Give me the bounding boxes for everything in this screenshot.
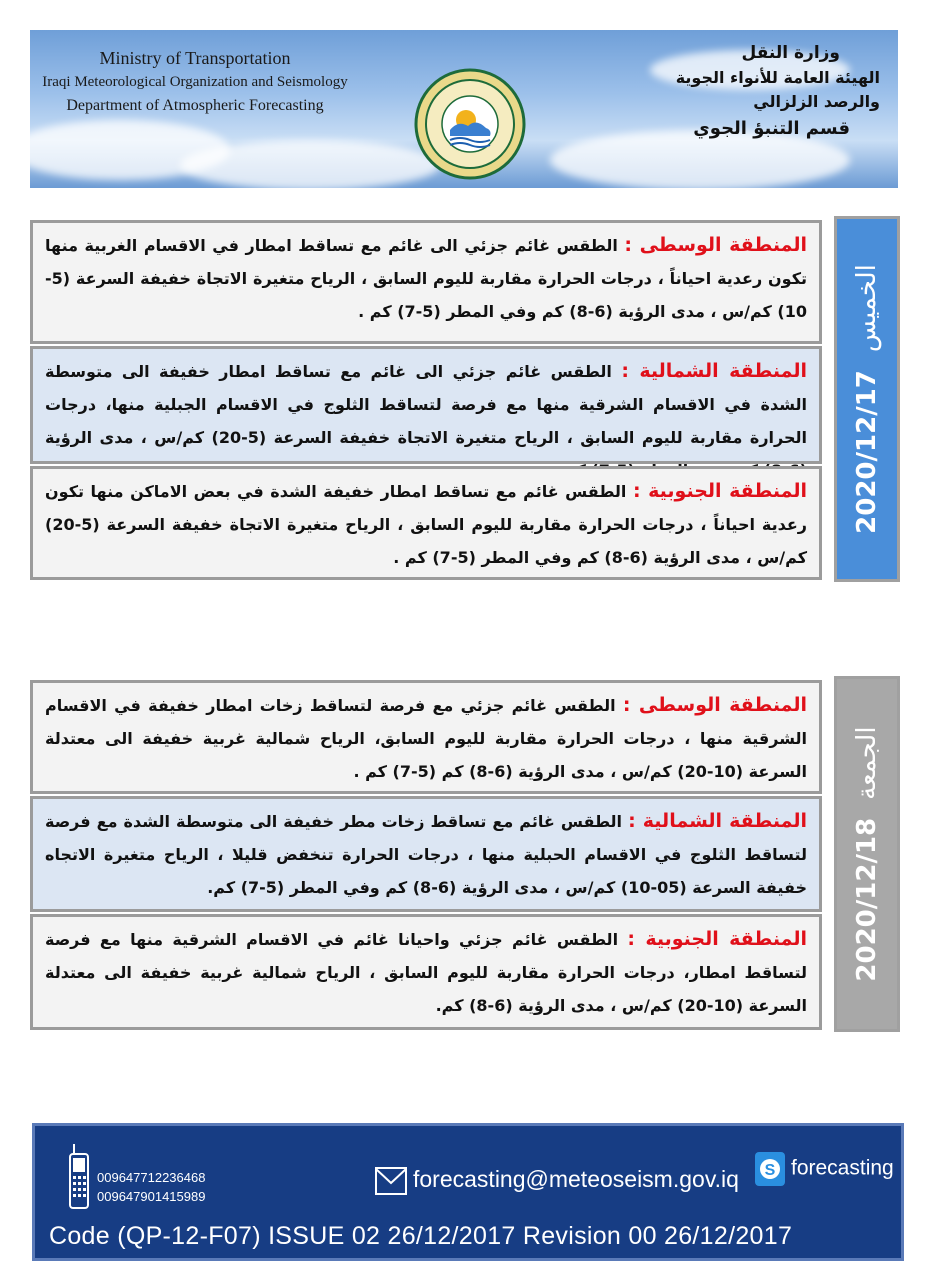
date-panel <box>834 216 900 582</box>
svg-text:S: S <box>764 1162 776 1179</box>
footer <box>32 1123 904 1261</box>
department-name-en: Department of Atmospheric Forecasting <box>66 97 324 114</box>
forecast-day-2 <box>30 676 900 1032</box>
phone-number-1[interactable]: 009647712236468 <box>97 1170 206 1185</box>
phone-number-2[interactable]: 009647901415989 <box>97 1189 206 1204</box>
region-central <box>30 220 822 344</box>
region-label: المنطقة الوسطى : <box>624 234 807 256</box>
weekday: الجمعة <box>852 726 882 800</box>
date-label <box>852 264 882 534</box>
ministry-name-ar: وزارة النقل <box>741 43 840 63</box>
email-address[interactable]: forecasting@meteoseism.gov.iq <box>413 1166 739 1192</box>
region-forecast-text: الطقس غائم مع تساقط امطار خفيفة الشدة في بعض الاماكن منها تكون رعدية احياناً ، درجات الحرارة مقاربة لليوم السابق ، الرياح متغيرة الاتجاة خفيفة السرعة (5-20) كم/س ، مدى الرؤية (6-8) كم وفي المطر (5-7) كم . <box>45 482 807 567</box>
region-central <box>30 680 822 794</box>
email-contact[interactable] <box>375 1166 739 1195</box>
header-arabic <box>620 40 880 144</box>
organization-name-ar: الهيئة العامة للأنواء الجوية والرصد الزلزالي <box>675 68 880 111</box>
region-forecast-text: الطقس غائم جزئي واحيانا غائم في الاقسام الشرقية منها مع فرصة لتساقط امطار، درجات الحرارة مقاربة لليوم السابق ، الرياح شمالية غربية خفيفة الى معتدلة السرعة (10-20) كم/س ، مدى الرؤية (6-8) كم. <box>45 930 807 1015</box>
region-label: المنطقة الوسطى : <box>622 694 807 716</box>
date-label <box>852 726 882 981</box>
date: 2020/12/18 <box>852 817 882 982</box>
header-banner <box>30 30 898 188</box>
region-forecast-text: الطقس غائم مع تساقط زخات مطر خفيفة الى متوسطة الشدة مع فرصة لتساقط الثلوج في الاقسام الحبلية منها ، درجات الحرارة تنخفض قليلا ، الرياح متغيرة الاتجاه خفيفة السرعة (05-10) كم/س ، مدى الرؤية (6-8) كم وفي المطر (5-7) كم. <box>45 812 807 897</box>
skype-icon <box>755 1152 785 1186</box>
region-forecast-text: الطقس غائم جزئي الى غائم مع تساقط امطار خفيفة الى متوسطة الشدة في الاقسام الشرقية منها مع فرصة لتساقط الثلوج في الاقسام الجبلية منها، درجات الحرارة مقاربة لليوم السابق ، الرياح متغيرة الاتجاة خفيفة السرعة (5-20) كم/س ، مدى الرؤية <box>45 362 808 447</box>
region-north <box>30 346 822 464</box>
mobile-phone-icon <box>69 1144 89 1210</box>
skype-name[interactable]: forecasting <box>791 1156 894 1180</box>
region-north <box>30 796 822 912</box>
document-code: Code (QP-12-F07) ISSUE 02 26/12/2017 Revision 00 26/12/2017 <box>49 1222 793 1250</box>
organization-name-en: Iraqi Meteorological Organization and Seismology <box>42 74 348 90</box>
phone-numbers <box>97 1168 205 1206</box>
weekday: الخميس <box>852 264 882 353</box>
region-forecast-text: الطقس غائم جزئي مع فرصة لتساقط زخات امطار خفيفة في الاقسام الشرقية منها ، درجات الحرارة مقاربة لليوم السابق، الرياح شمالية غربية خفيفة الى معتدلة السرعة (10-20) كم/س ، مدى الرؤية (6-8) كم (5-7) كم . <box>45 696 807 781</box>
header-english <box>30 46 360 118</box>
skype-contact[interactable] <box>755 1152 894 1186</box>
ministry-name-en: Ministry of Transportation <box>99 48 291 68</box>
region-label: المنطقة الجنوبية : <box>632 480 807 502</box>
date: 2020/12/17 <box>852 370 882 534</box>
region-forecast-text: الطقس غائم جزئي الى غائم مع تساقط امطار في الاقسام الغربية منها تكون رعدية احياناً ، درجات الحرارة مقاربة لليوم السابق ، الرياح متغيرة الاتجاة خفيفة السرعة (5-10) كم/س ، مدى الرؤية (6-8) كم وفي المطر (5-7) كم . <box>45 236 807 321</box>
region-south <box>30 914 822 1030</box>
organization-logo <box>414 68 526 180</box>
date-panel <box>834 676 900 1032</box>
forecast-day-1 <box>30 216 900 582</box>
region-south <box>30 466 822 580</box>
region-label: المنطقة الشمالية : <box>628 810 807 832</box>
department-name-ar: قسم التنبؤ الجوي <box>693 118 850 139</box>
envelope-icon <box>375 1167 407 1195</box>
region-label: المنطقة الجنوبية : <box>627 928 807 950</box>
region-label: المنطقة الشمالية : <box>621 360 807 382</box>
